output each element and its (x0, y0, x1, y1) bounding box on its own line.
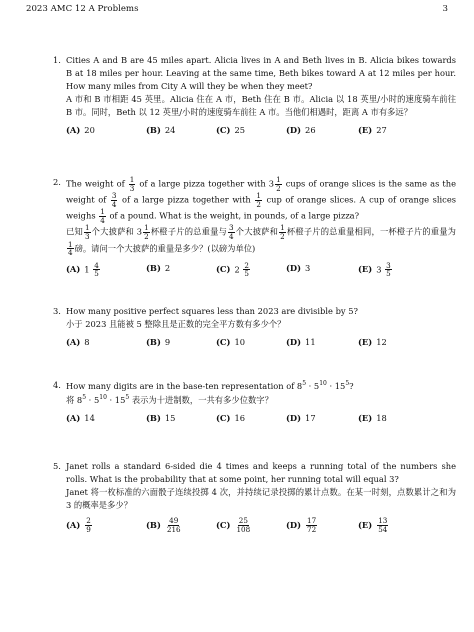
choice-a: (A) 20 (66, 125, 95, 136)
problem-text-zh: 将 $8^5 \cdot 5^{10} \cdot 15^5$ 表示为十进制数，一共有多少位数字？ (66, 393, 273, 405)
choice-a: (A) 1 $\frac{4}{5}$ (66, 260, 99, 279)
choice-d: (D) 3 (286, 262, 311, 273)
running-header-title: 2023 AMC 12 A Problems (26, 4, 139, 14)
choice-b: (B) 2 (146, 262, 171, 273)
problem-text-en: How many positive perfect squares less than 2023 are divisible by 5? (66, 306, 358, 316)
choice-c: (C) 10 (216, 337, 246, 348)
choice-c: (C) 16 (216, 412, 246, 423)
page-number: 3 (442, 4, 448, 14)
choice-b: (B) 9 (146, 337, 171, 348)
choice-a: (A) 8 (66, 337, 90, 348)
choice-c: (C) 25 (216, 125, 246, 136)
problem-text-zh: A 市和 B 市相距 45 英里。Alicia 住在 A 市，Beth 住在 B 市。Alicia 以 18 英里/小时的速度骑车前往 B 市。同时，Beth 以 12 英里/小时的速度骑车前往 A 市。当他们相遇时，距离 A 市有多远？ (66, 94, 456, 118)
choice-b: (B) 24 (146, 125, 176, 136)
problem-text-zh: Janet 将一枚标准的六面骰子连续投掷 4 次，并持续记录投掷的累计点数。在某一时刻，点数累计之和为 3 的概率是多少？ (66, 487, 456, 511)
problem-3 (53, 305, 456, 354)
fraction: $\frac{1}{4}$ (100, 207, 105, 225)
answer-choices (66, 517, 456, 539)
choice-a: (A) $\frac{2}{9}$ (66, 516, 91, 534)
choice-d: (D) 17 (286, 412, 316, 423)
problem-text-en: How many digits are in the base-ten representation of $8^5 \cdot 5^{10} \cdot 15^5$? (66, 380, 354, 391)
problem-text-en: Cities A and B are 45 miles apart. Alicia lives in A and Beth lives in B. Alicia bikes towards B at 18 miles per hour. Leaving at the same time, Beth bikes toward A at 12 miles per hour. How many miles from City A will they be when they meet? (66, 55, 456, 92)
fraction: $\frac{3}{4}$ (111, 191, 117, 209)
choice-d: (D) 26 (286, 125, 316, 136)
problem-text-en: Janet rolls a standard 6-sided die 4 times and keeps a running total of the numbers she rolls. What is the probability that at some point, her running total will equal 3? (66, 461, 456, 485)
problem-number: 2. (53, 177, 61, 187)
problem-1 (53, 54, 456, 142)
choice-e: (E) 27 (358, 125, 387, 136)
fraction: $\frac{1}{2}$ (256, 191, 261, 209)
choice-d: (D) $\frac{17}{72}$ (286, 516, 317, 534)
problem-text-zh: 小于 2023 且能被 5 整除且是正数的完全平方数有多少个？ (66, 319, 286, 330)
problem-5 (53, 460, 456, 539)
problem-text-en: The weight of $\frac{1}{3}$ of a large pizza together with 3 $\frac{1}{2}$ cups of orange slices is the same as the weight of $\frac{3}{4}$ of a large pizza together with $\frac{1}{2}$ cup of orange slices. A cup of orange slices weighs $\frac{1}{4}$ of a pound. What is the weight, in pounds, of a large pizza? (66, 175, 457, 225)
problem-number: 3. (53, 306, 61, 316)
choice-a: (A) 14 (66, 412, 95, 423)
choice-c: (C) 2 $\frac{2}{5}$ (216, 260, 249, 279)
choice-c: (C) $\frac{25}{108}$ (216, 516, 251, 534)
problem-number: 4. (53, 380, 61, 390)
fraction: $\frac{1}{3}$ (84, 223, 90, 241)
choice-e: (E) 18 (358, 412, 387, 423)
choice-e: (E) $\frac{13}{54}$ (358, 516, 388, 534)
fraction: $\frac{1}{3}$ (129, 175, 135, 193)
answer-choices (66, 336, 456, 354)
choice-b: (B) 15 (146, 412, 176, 423)
answer-choices (66, 124, 456, 142)
fraction: $\frac{1}{2}$ (276, 175, 281, 193)
problem-text-zh: 已知 $\frac{1}{3}$ 个大披萨和 3 $\frac{1}{2}$ 杯橙子片的总重量与 $\frac{3}{4}$ 个大披萨和 $\frac{1}{2}$ 杯橙子片的总重量相同，一杯橙子片的重量为 $\frac{1}{4}$ 磅。请问一个大披萨的重量是多少？(以磅为单位) (66, 223, 456, 258)
fraction: $\frac{1}{4}$ (68, 239, 73, 258)
problem-4 (53, 379, 456, 430)
problem-number: 1. (53, 55, 61, 65)
answer-choices (66, 412, 456, 430)
fraction: $\frac{1}{2}$ (280, 223, 285, 241)
choice-d: (D) 11 (286, 337, 316, 348)
problem-number: 5. (53, 461, 61, 471)
fraction: $\frac{3}{4}$ (229, 223, 234, 241)
choice-e: (E) 12 (358, 337, 387, 348)
fraction: $\frac{1}{2}$ (144, 223, 149, 241)
answer-choices (66, 262, 456, 282)
problem-2 (53, 175, 457, 282)
choice-e: (E) 3 $\frac{3}{5}$ (358, 260, 391, 279)
choice-b: (B) $\frac{49}{216}$ (146, 516, 181, 534)
